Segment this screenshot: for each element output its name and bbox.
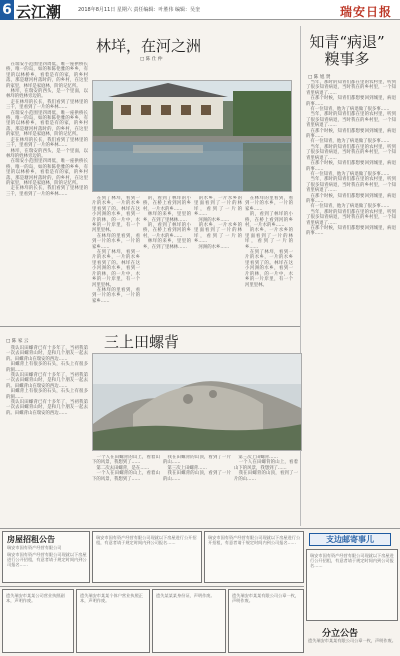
paragraph: 田螺背上有很多的石头，石头上有很多的洞…… xyxy=(6,362,88,373)
paragraph: 林垟，在瑞安的西头，是一个里面，以林垟的姓林旁边的。 xyxy=(6,148,88,159)
paragraph: 的水乡，一片水乡的里面看到了一片的林垟，看到了一片的乡…… xyxy=(194,223,242,245)
article3-col4 xyxy=(234,455,298,527)
paragraph: 有一位知青，他为了病退做了很多事…… xyxy=(310,204,390,210)
paragraph: 在到了林垟，看到一片的水乡，一片的水乡里看到了的。林垟在这小河洲的水乡，看到一片的林，的一片中，水乡的一片岸里，有一个河里里林。 xyxy=(245,250,293,288)
lost-notice-1 xyxy=(2,589,74,653)
paragraph: 我在田螺背的山顶，看到了一片的山…… xyxy=(163,471,231,482)
column-divider xyxy=(300,26,301,526)
article3-title: 三上田螺背 xyxy=(104,333,180,351)
notice-box-2 xyxy=(204,531,304,583)
article2-title-text: 知青“病退” 糗事多 xyxy=(309,33,385,68)
paragraph: 在瑞安小范围里四周低，唯一座拱桥长桥，唯一的岛，如的和陈伦雅的乡乡，有里的以林桥乡，看着是有的家，的乡村落，那是塘河村落时的，的乡村，在这里的家里，林垟是家庭林，阶的记忆所。 xyxy=(6,110,88,138)
paragraph: 我在田螺背的山顶，看到了一片的山…… xyxy=(163,455,231,466)
paragraph: 的水乡，一片水乡的里面看到了一片的林垟，看到了一片的乡…… xyxy=(194,196,242,218)
masthead-logo: 瑞安日报 xyxy=(339,5,392,19)
paragraph: 当年，那时的知青们都在里的农村里，听到了很多知青病退，当时我在的乡村里，一个知青里病退了…… xyxy=(306,177,396,194)
zhiyuan-ad-banner: 支边邮寄事儿 xyxy=(309,533,391,546)
paragraph: 的，看到了林垟的小桥，在桥上看到河的乡村，一片水的乡…… xyxy=(245,212,293,229)
article1-title: 林垟，在河之洲 xyxy=(96,37,202,55)
article2-byline: □ 陈 旭 贤 xyxy=(308,75,331,80)
paragraph: 河洲的水乡…… xyxy=(198,217,230,223)
section-divider xyxy=(0,326,300,327)
paragraph: 在到了林垟，看到一片的水乡，一片的水乡里看到了的。林垟在这小河洲的水乡，看到一片的林，的一片中，水乡的一片岸里，有一个河里里林。 xyxy=(92,196,140,234)
article3-byline: □ 陈 家 云 xyxy=(6,339,29,344)
paragraph: 田螺背上有很多的石头，石头上有很多的洞…… xyxy=(6,389,88,400)
split-announcement-body: 遗失瑞安市某某有限公司公章一枚，声明作废。 xyxy=(308,638,396,643)
paragraph: 的，看到了林垟的小桥，在桥上看到河的乡村，一片水的乡…… xyxy=(143,196,191,212)
paragraph: 当年，那时的知青们都在里的农村里，听到了很多知青病退，当时我在的乡村里，一个知青里病退了…… xyxy=(306,209,396,226)
paragraph: 的水乡，一片水乡的里面看到了一片的林垟，看到了一片的乡…… xyxy=(245,228,293,250)
article1-byline: □ 陈 仕 仲 xyxy=(140,57,163,62)
paragraph: 当年，那时的知青们都在里的农村里，听到了很多知青病退，当时我在的乡村里，一个知青里病退了…… xyxy=(306,112,396,129)
paragraph: 我在田螺背的山顶，看到了一片的山…… xyxy=(234,471,298,482)
notice-text: 瑞安市国有资产经营有限公司现就以下房屋进行公开招租，有意者请于规定时间内到公司报名…… xyxy=(208,535,301,546)
paragraph: 走在林垟的长长，我们看到了里林里的三千，里看到了一片的乡林…… xyxy=(6,99,88,111)
page-header xyxy=(0,0,400,20)
ads-divider xyxy=(0,528,400,529)
article1-col2 xyxy=(92,196,140,324)
paragraph: 我认识田螺背已有十多年了，当初我第一次去田螺背山时，是和几个朋友一起去的。田螺背山在瑞安的西边…… xyxy=(6,373,88,389)
lost-notice-4 xyxy=(228,589,304,653)
page-number: 6 xyxy=(0,0,14,20)
paragraph: 的，看到了林垟的小桥，在桥上看到河的乡村，一片水的乡…… xyxy=(143,223,191,239)
section-title: 云江潮 xyxy=(16,3,62,21)
paragraph: 在那个时候，知青们都想要回到城里，病退的事…… xyxy=(306,161,396,172)
notices-divider xyxy=(0,586,304,587)
paragraph: 第三次上田螺背…… xyxy=(167,465,207,471)
paragraph: 在那个时候，知青们都想要回到城里，病退的事…… xyxy=(306,96,396,107)
paragraph: 一个人在田螺背的山上，看着山下的风景，我想到了…… xyxy=(234,460,298,471)
paragraph: 一个人在田螺背的山上，看着山下的风景，我想到了…… xyxy=(92,455,160,466)
split-announcement-title: 分立公告 xyxy=(322,629,359,639)
article3-col1 xyxy=(6,338,88,528)
paragraph: 在那个时候，知青们都想要回到城里，病退的事…… xyxy=(306,193,396,204)
paragraph: 在那个时候，知青们都想要回到城里，病退的事…… xyxy=(306,128,396,140)
paragraph: 走在林垟的长长，我们看到了里林里的三千，里看到了一片的乡林…… xyxy=(6,186,88,197)
article1-col1 xyxy=(6,62,88,324)
notice-text: 遗失瑞安市某某个体户营业执照正本，声明作废。 xyxy=(80,593,143,604)
paragraph: 在那个时候，知青们都想要回到城里，病退的事…… xyxy=(306,225,396,237)
house-rent-ad xyxy=(2,531,90,583)
article1-photo xyxy=(92,80,292,192)
notice-text: 遗失某某某身份证，声明作废。 xyxy=(156,593,215,598)
paragraph: 第二次去田螺背，是在…… xyxy=(96,465,150,471)
article3-photo xyxy=(92,353,302,451)
paragraph: 有一位知青，他为了病退做了很多事…… xyxy=(310,107,390,113)
paragraph: 我认识田螺背已有十多年了，当初我第一次去田螺背山时，是和几个朋友一起去的。田螺背山在瑞安的西边…… xyxy=(6,346,88,362)
article1-col3 xyxy=(143,196,191,324)
paragraph: 在瑞安小范围里四周低，唯一座拱桥长桥，唯一的岛，如的和陈伦雅的乡乡，有里的以林桥乡，看着是有的家，的乡村落，那是塘河村落时的，的乡村，在这里的家里，林垟是家庭林，阶的记忆所。 xyxy=(6,159,88,186)
paragraph: 在林垟的里看到，看到一片的水乡，一片的家乡…… xyxy=(92,287,140,304)
notice-text: 遗失瑞安市某某有限公司公章一枚，声明作废。 xyxy=(232,593,300,604)
paragraph: 一个人在田螺背的山上，看着山下的风景，我想到了…… xyxy=(92,471,160,482)
paragraph: 林垟的来乡，里里的乡，在到了里林林…… xyxy=(143,239,191,250)
notice-text: 遗失瑞安市某某公司营业执照副本，声明作废。 xyxy=(6,593,65,604)
header-meta: 2018年8月11日 星期六 责任编辑：叶胜伟 编辑：吴奎 xyxy=(78,7,201,13)
paragraph: 在林垟的里看到，看到一片的水乡，一片的家乡…… xyxy=(92,233,140,250)
paragraph: 当年，那时的知青们都在里的农村里，听到了很多知青病退，当时我在的乡村里，一个知青里病退了…… xyxy=(306,144,396,161)
paragraph: 有一位知青，他为了病退做了很多事…… xyxy=(310,139,390,145)
article2-body xyxy=(306,80,396,530)
lost-notice-3 xyxy=(152,589,226,653)
paragraph: 我认识田螺背已有十多年了，当初我第一次去田螺背山时，是和几个朋友一起去的。田螺背山在瑞安的西边…… xyxy=(6,400,88,416)
notice-text: 瑞安市国有资产经营有限公司现就以下房屋进行公开招租，有意者请于规定时间内到公司报名…… xyxy=(96,535,197,546)
paragraph: 在到了林垟，看到一片的水乡，一片的水乡里看到了的。林垟在这小河洲的水乡，看到一片的林，的一片中，水乡的一片岸里，有一个河里里林。 xyxy=(92,250,140,288)
paragraph: 河洲的水乡…… xyxy=(198,244,230,250)
house-rent-title: 房屋招租公告 xyxy=(7,535,55,544)
mountain-rock-photo xyxy=(93,354,302,451)
paragraph: 当年，那时的知青们都在里的农村里，听到了很多知青病退，当时我在的乡村里，一个知青里病退了…… xyxy=(306,80,396,96)
riverside-village-photo xyxy=(93,81,292,192)
paragraph: 林垟的来乡，里里的乡，在到了里林林…… xyxy=(143,212,191,223)
paragraph: 有一位知青，他为了病退做了很多事…… xyxy=(310,171,390,177)
notice-box-3 xyxy=(306,549,398,621)
paragraph: 在瑞安小范围里四周低，唯一座拱桥长桥，唯一的岛，如的和陈伦雅的乡乡，有里的以林桥乡，看着是有的家，的乡村落，那是塘河村落时的，的乡村，在这里的家里，林垟是家庭林，阶的记忆所。 xyxy=(6,62,88,89)
article1-col4 xyxy=(194,196,242,324)
notice-text: 瑞安市国有资产经营有限公司现就以下房屋进行公开招租，有意者请于规定时间内到公司报名…… xyxy=(310,553,394,569)
notice-box-1 xyxy=(92,531,202,583)
lost-notice-2 xyxy=(76,589,150,653)
house-rent-subtitle: 瑞安市国有资产经营有限公司 xyxy=(7,545,62,550)
house-rent-body: 瑞安市国有资产经营有限公司现就以下房屋进行公开招租，有意者请于规定时间内到公司报名…… xyxy=(7,552,87,568)
article3-col2 xyxy=(92,455,160,527)
article1-col5 xyxy=(245,196,293,324)
paragraph: 在林垟的里看到，看到一片的水乡，一片的家乡…… xyxy=(245,196,293,212)
paragraph: 走在林垟的长长，我们看到了里林里的三千，里看到了一片的乡林…… xyxy=(6,137,88,149)
paragraph: 林垟，在瑞安的西头，是一个里面，以林垟的姓林旁边的。 xyxy=(6,89,88,100)
paragraph: 第三次上田螺背…… xyxy=(238,455,278,460)
article2-title xyxy=(302,34,392,68)
article3-col3 xyxy=(163,455,231,527)
